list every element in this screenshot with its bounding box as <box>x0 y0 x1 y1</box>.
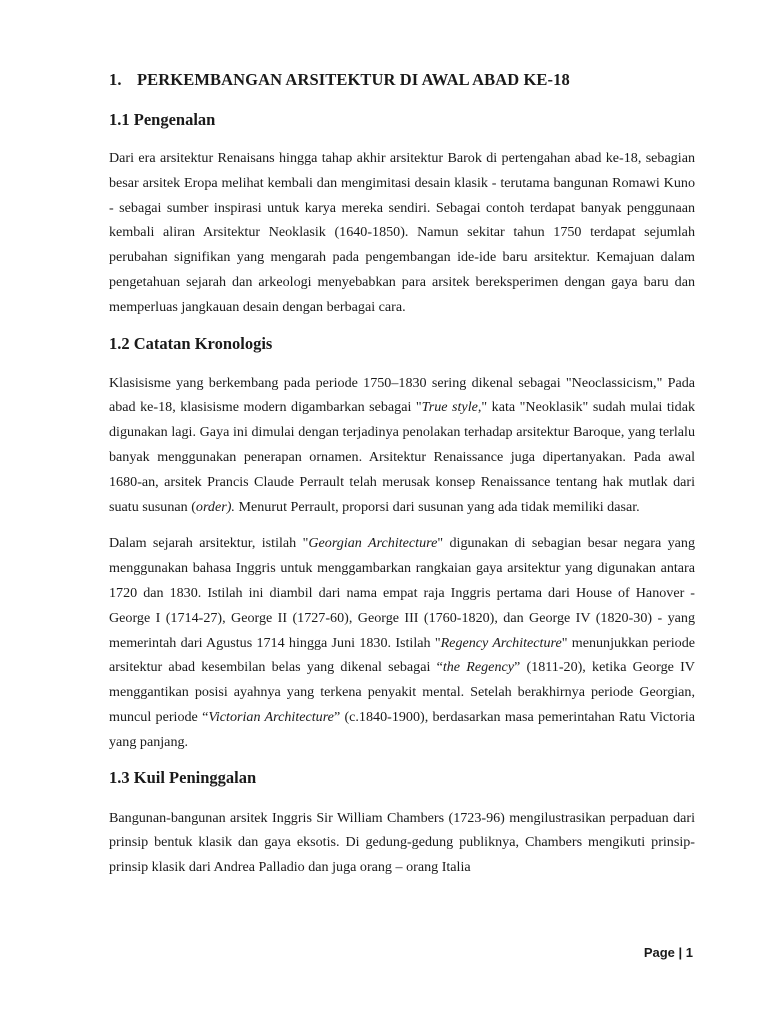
text-run: ” (c.1840-1900), berdasarkan masa pemerintahan Ratu Victoria yang panjang. <box>109 708 695 750</box>
text-run: Dalam sejarah arsitektur, istilah " <box>109 535 309 552</box>
page-number: Page | 1 <box>643 945 693 960</box>
emphasis-order: order). <box>195 498 235 515</box>
emphasis-true-style: True style <box>421 399 478 416</box>
section-heading-kuil: 1.3 Kuil Peninggalan <box>109 767 257 787</box>
section-heading-kronologis: 1.2 Catatan Kronologis <box>109 333 273 353</box>
text-run: " menunjukkan periode arsitektur abad kesembilan belas yang dikenal sebagai “ <box>109 634 695 676</box>
emphasis-victorian-architecture: Victorian Architecture <box>208 708 334 725</box>
text-run: ” (1811-20), ketika George IV menggantikan posisi ayahnya yang terkena penyakit mental. Setelah berakhirnya periode Georgian, muncul periode “ <box>109 659 695 725</box>
text-run: " digunakan di sebagian besar negara yang menggunakan bahasa Inggris untuk menggambarkan rangkaian gaya arsitektur yang digunakan antara 1720 dan 1830. Istilah ini diambil dari nama empat raja Inggris pertama dari House of Hanover - George I (1714-27), George II (1727-60), George III (1760-1820), dan George IV (1820-30) - yang memerintah dari Agustus 1714 hingga Juni 1830. Istilah " <box>109 535 695 651</box>
text-run: ," kata "Neoklasik" sudah mulai tidak digunakan lagi. Gaya ini dimulai dengan terjadinya penolakan terhadap arsitektur Baroque, yang terlalu banyak menggunakan penerapan ornamen. Arsitektur Renaissance juga dipertanyakan. Pada awal 1680-an, arsitek Prancis Claude Perrault telah merusak konsep Renaissance tentang hak mutlak dari suatu susunan ( <box>109 399 696 515</box>
section-heading-pengenalan: 1.1 Pengenalan <box>109 110 216 129</box>
chapter-number: 1. <box>109 70 122 89</box>
paragraph-neoclassicism <box>109 371 695 520</box>
emphasis-the-regency: the Regency <box>442 659 514 676</box>
paragraph-kuil: Bangunan-bangunan arsitek Inggris Sir William Chambers (1723-96) mengilustrasikan perpaduan dari prinsip bentuk klasik dan gaya eksotis. Di gedung-gedung publiknya, Chambers mengikuti prinsip-prinsip klasik dari Andrea Palladio dan juga orang – orang Italia <box>109 809 695 876</box>
paragraph-georgian <box>109 531 695 754</box>
emphasis-georgian-architecture: Georgian Architecture <box>308 535 438 552</box>
text-run: Klasisisme yang berkembang pada periode 1750–1830 sering dikenal sebagai "Neoclassicism," Pada abad ke-18, klasisisme modern digambarkan sebagai " <box>109 374 695 416</box>
emphasis-regency-architecture: Regency Architecture <box>440 634 562 651</box>
document-body <box>109 68 695 880</box>
text-run: Menurut Perrault, proporsi dari susunan yang ada tidak memiliki dasar. <box>234 498 640 515</box>
paragraph-pengenalan: Dari era arsitektur Renaisans hingga tahap akhir arsitektur Barok di pertengahan abad ke-18, sebagian besar arsitek Eropa melihat kembali dan mengimitasi desain klasik - terutama bangunan Romawi Kuno - sebagai sumber inspirasi untuk karya mereka sendiri. Sebagai contoh terdapat banyak penggunaan kembali aliran Arsitektur Neoklasik (1640-1850). Namun sekitar tahun 1750 terdapat sejumlah perubahan signifikan yang mengarah pada pengembangan ide-ide baru arsitektur. Kemajuan dalam pengetahuan sejarah dan arkeologi menyebabkan para arsitek bereksperimen dengan gaya baru dan memperluas jangkauan desain dengan berbagai cara. <box>109 150 695 315</box>
chapter-title: PERKEMBANGAN ARSITEKTUR DI AWAL ABAD KE-18 <box>137 70 570 89</box>
chapter-heading <box>109 68 695 92</box>
